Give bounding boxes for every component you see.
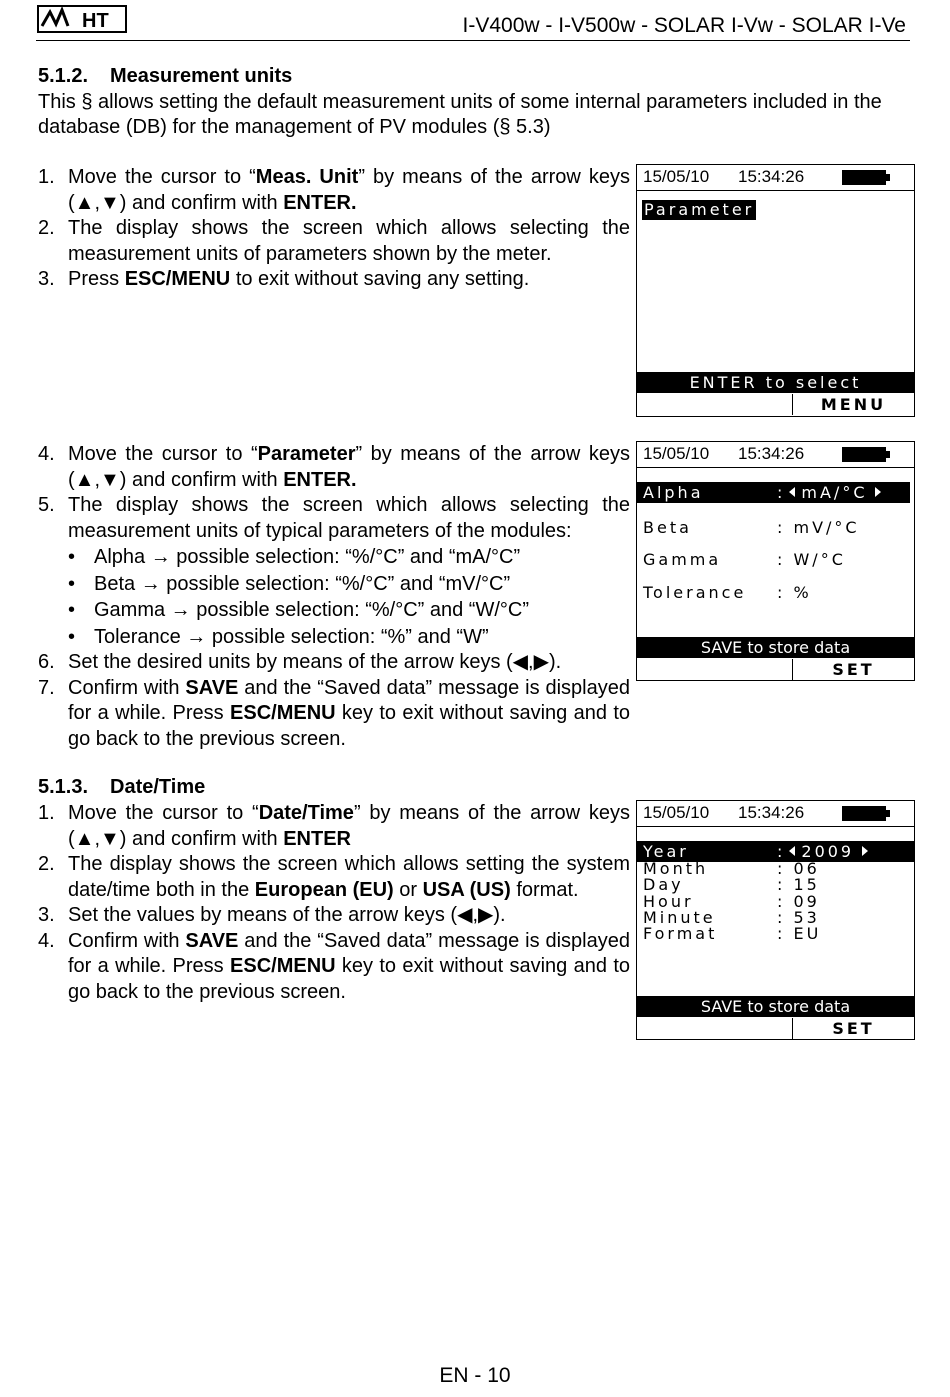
lcd-date: 15/05/10 [643, 444, 710, 463]
step-text: to exit without saving any setting. [230, 268, 530, 290]
step-text: Press [68, 268, 125, 290]
row-value: : 15 [777, 875, 820, 894]
lcd-time: 15:34:26 [738, 167, 805, 186]
step-text: The display shows the screen which allows selecting the measurement units of typical parameters of the modules: [68, 494, 630, 542]
lcd-menu-item-parameter[interactable]: Parameter [644, 200, 755, 219]
step-2 [38, 216, 630, 267]
step-number: 2. [38, 217, 55, 239]
row-value: : % [777, 583, 812, 602]
row-label: Format [643, 924, 718, 943]
step-bold: USA (US) [422, 878, 511, 901]
arrow-right-icon [862, 846, 868, 856]
step-text: key to exit without saving and to go back to the previous screen. [68, 955, 630, 1003]
step-text: Confirm with [68, 676, 186, 699]
step-text: ” by means of the arrow keys (▲,▼) and confirm with [68, 802, 630, 850]
step-2 [38, 852, 630, 903]
row-value: : W/°C [777, 550, 846, 569]
step-number: 2. [38, 853, 55, 875]
header-title: I-V400w - I-V500w - SOLAR I-Vw - SOLAR I-Ve [462, 14, 906, 37]
step-text: ” by means of the arrow keys (▲,▼) and confirm with [68, 166, 630, 214]
lcd-row-beta [643, 518, 860, 537]
bullet-item [38, 625, 630, 651]
step-text: and the “Saved data” message is displayed for a while. Press [68, 929, 630, 977]
battery-icon [842, 806, 886, 821]
lcd-date: 15/05/10 [643, 803, 710, 822]
row-label: Minute [643, 908, 716, 927]
row-value: : EU [777, 924, 822, 943]
step-bold: ESC/MENU [230, 955, 336, 977]
row-label: Tolerance [643, 583, 747, 602]
bullet-dot: • [68, 599, 76, 621]
section-title: Date/Time [110, 776, 206, 798]
lcd-row-day [643, 875, 820, 894]
lcd-status-bar [637, 801, 914, 827]
step-bold: ENTER. [283, 191, 357, 214]
row-label: Gamma [643, 550, 722, 569]
lcd-status-bar [637, 165, 914, 191]
step-bold: ESC/MENU [124, 268, 231, 290]
row-label: Month [643, 859, 709, 878]
bullet-item [38, 545, 630, 571]
bullet-dot: • [68, 546, 76, 568]
step-5 [38, 493, 630, 544]
step-bold: SAVE [185, 929, 239, 952]
step-text: The display shows the screen which allows selecting the measurement units of parameters shown by the meter. [68, 217, 630, 265]
step-3 [38, 267, 630, 293]
step-3 [38, 903, 630, 929]
step-bold: Meas. Unit [255, 166, 359, 188]
row-value: : 09 [777, 892, 820, 911]
lcd-row-gamma [643, 550, 846, 569]
battery-icon [842, 170, 886, 185]
step-bold: ENTER [283, 827, 351, 850]
step-bold: ESC/MENU [230, 702, 336, 724]
step-text: Set the desired units by means of the arrow keys (◀,▶). [68, 651, 562, 673]
lcd-status-bar [637, 442, 914, 468]
row-label: Beta [643, 518, 692, 537]
battery-icon [842, 447, 886, 462]
step-text: Move the cursor to “ [68, 166, 256, 188]
step-text: format. [510, 878, 579, 901]
step-text: or [393, 878, 423, 901]
bullet-dot: • [68, 572, 76, 595]
bullet-item [38, 572, 630, 598]
section-title: Measurement units [110, 65, 293, 87]
set-button[interactable]: SET [792, 659, 914, 680]
page-number: EN - 10 [439, 1364, 511, 1387]
row-colon: : [777, 483, 786, 502]
step-7 [38, 676, 630, 753]
step-bold: Date/Time [258, 802, 354, 824]
ht-logo [36, 4, 132, 34]
section-intro: This § allows setting the default measurement units of some internal parameters included in the database (DB) for the management of PV modules (§ 5.3) [38, 91, 882, 138]
alpha-value: mA/°C [801, 483, 868, 502]
step-number: 4. [38, 443, 55, 465]
lcd-screen-meas-unit [636, 164, 915, 417]
bullet-text: Gamma → possible selection: “%/°C” and “W/°C” [94, 599, 529, 621]
arrow-right-icon [875, 487, 881, 497]
row-label: Day [643, 875, 684, 894]
ht-logo-graphic [36, 4, 132, 34]
step-text: and the “Saved data” message is displayed for a while. Press [68, 676, 630, 724]
section-5-1-3-title [38, 776, 205, 799]
step-text: ” by means of the arrow keys (▲,▼) and confirm with [68, 443, 630, 491]
row-value: : 06 [777, 859, 820, 878]
row-value [777, 482, 881, 503]
step-text: Move the cursor to “ [68, 802, 259, 824]
lcd-row-format [643, 924, 822, 943]
set-button[interactable]: SET [792, 1018, 914, 1039]
bullet-item [38, 598, 630, 624]
step-text: Set the values by means of the arrow keys (◀,▶). [68, 904, 506, 926]
lcd-footer-hint: SAVE to store data [637, 637, 914, 658]
step-bold: Parameter [257, 443, 356, 465]
step-number: 3. [38, 268, 55, 290]
row-label: Hour [643, 892, 694, 911]
logo-text: HT [82, 10, 109, 32]
step-bold: ENTER. [283, 468, 357, 491]
lcd-footer-hint: SAVE to store data [637, 996, 914, 1017]
lcd-footer-hint: ENTER to select [637, 372, 914, 393]
step-number: 5. [38, 494, 55, 516]
step-number: 1. [38, 802, 55, 824]
step-number: 3. [38, 904, 55, 926]
lcd-time: 15:34:26 [738, 803, 805, 822]
steps-list-a [38, 165, 630, 293]
step-text: Confirm with [68, 929, 186, 952]
bullet-dot: • [68, 625, 76, 648]
step-4 [38, 442, 630, 493]
lcd-screen-date-time [636, 800, 915, 1040]
step-bold: SAVE [185, 676, 239, 699]
step-4 [38, 929, 630, 1006]
lcd-row-tolerance [643, 583, 812, 602]
step-1 [38, 165, 630, 216]
lcd-row-alpha-selected[interactable] [637, 482, 910, 503]
step-number: 4. [38, 929, 55, 952]
bullet-text: Alpha → possible selection: “%/°C” and “mA/°C” [94, 546, 521, 568]
lcd-time: 15:34:26 [738, 444, 805, 463]
year-value: 2009 [801, 842, 855, 861]
row-colon: : [777, 842, 786, 861]
lcd-screen-parameter [636, 441, 915, 681]
step-text: The display shows the screen which allows setting the system date/time both in the [68, 853, 630, 901]
steps-list-b [38, 442, 630, 752]
arrow-left-icon [789, 846, 795, 856]
row-label: Alpha [643, 483, 704, 502]
header-divider [36, 40, 910, 41]
bullet-text: Tolerance → possible selection: “%” and “W” [94, 625, 489, 648]
row-label: Year [643, 842, 689, 861]
step-number: 7. [38, 676, 55, 699]
step-text: key to exit without saving and to go back to the previous screen. [68, 702, 630, 750]
step-text: Move the cursor to “ [68, 443, 258, 465]
steps-list-c [38, 801, 630, 1005]
step-bold: European (EU) [254, 878, 394, 901]
menu-button[interactable]: MENU [792, 394, 914, 415]
section-number: 5.1.2. [38, 65, 89, 87]
step-6 [38, 650, 630, 676]
step-number: 1. [38, 166, 55, 188]
row-value: : mV/°C [777, 518, 860, 537]
arrow-left-icon [789, 487, 795, 497]
lcd-date: 15/05/10 [643, 167, 710, 186]
section-number: 5.1.3. [38, 776, 89, 798]
step-1 [38, 801, 630, 852]
row-value: : 53 [777, 908, 820, 927]
section-5-1-2-title [38, 65, 292, 88]
step-number: 6. [38, 651, 55, 673]
bullet-text: Beta → possible selection: “%/°C” and “mV/°C” [94, 572, 511, 595]
